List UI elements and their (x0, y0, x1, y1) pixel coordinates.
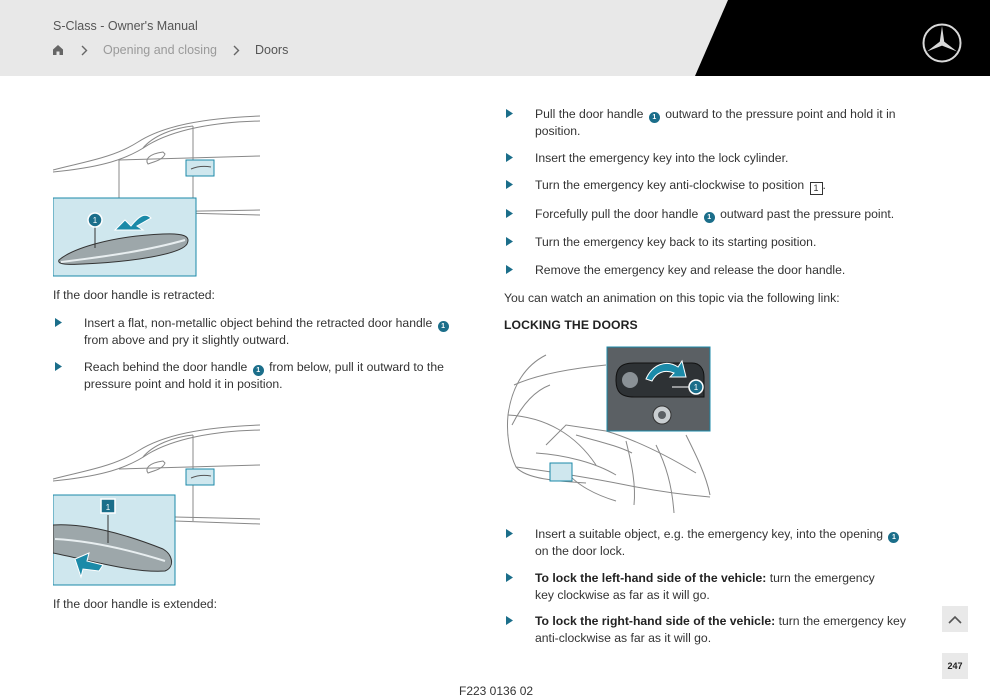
item-badge: 1 (649, 112, 660, 123)
illustration-badge: 1 (693, 383, 699, 392)
step-text: outward past the pressure point. (720, 207, 895, 221)
list-item (506, 234, 906, 251)
step-text: . (822, 178, 826, 192)
breadcrumb-parent-link[interactable]: Opening and closing (103, 43, 217, 57)
step-emphasis: To lock the right-hand side of the vehicle: (535, 614, 776, 628)
bullet-arrow-icon (506, 180, 513, 189)
illustration-badge: 1 (105, 503, 111, 512)
step-text: Insert a suitable object, e.g. the emergency key, into the opening (535, 527, 884, 541)
step-text: Turn the emergency key back to its starting position. (535, 235, 817, 249)
item-badge: 1 (438, 321, 449, 332)
scroll-to-top-button[interactable] (942, 606, 968, 632)
mercedes-star-logo[interactable] (921, 22, 963, 64)
list-item (506, 177, 906, 194)
door-handle-extended-illustration (53, 421, 263, 587)
list-item (506, 613, 916, 647)
bullet-arrow-icon (506, 573, 513, 582)
page-number-icon: 247 (947, 661, 963, 671)
animation-note: You can watch an animation on this topic via the following link: (504, 291, 840, 305)
list-item (506, 526, 916, 560)
step-text: Remove the emergency key and release the door handle. (535, 263, 846, 277)
step-text: turn the emergency key clockwise as far as it will go. (535, 571, 875, 602)
step-text: on the door lock. (535, 544, 626, 558)
breadcrumb (51, 41, 288, 59)
list-item (506, 570, 916, 604)
position-indicator: 1 (810, 182, 823, 195)
step-text: from above and pry it slightly outward. (84, 333, 290, 347)
list-item (55, 315, 475, 349)
list-item (506, 150, 906, 167)
chevron-up-icon (948, 615, 962, 624)
item-badge: 1 (253, 365, 264, 376)
bullet-arrow-icon (506, 209, 513, 218)
breadcrumb-current: Doors (254, 43, 289, 57)
list-item (506, 206, 906, 223)
home-icon[interactable] (51, 43, 65, 57)
bullet-arrow-icon (506, 153, 513, 162)
chevron-right-icon (81, 44, 89, 56)
page-number-button[interactable] (942, 653, 968, 679)
bullet-arrow-icon (55, 318, 62, 327)
caption-retracted: If the door handle is retracted: (53, 288, 215, 302)
app-title: S-Class - Owner's Manual (53, 19, 198, 33)
step-text: Pull the door handle (535, 107, 644, 121)
figure-code: F223 0136 02 (459, 684, 534, 698)
step-text: turn the emergency key anti-clockwise as far as it will go. (535, 614, 906, 645)
list-item (506, 262, 906, 279)
step-text: outward to the pressure point and hold it in position. (535, 107, 896, 138)
list-item (506, 106, 906, 140)
door-lock-illustration (506, 345, 712, 517)
bullet-arrow-icon (506, 265, 513, 274)
step-text: Insert the emergency key into the lock cylinder. (535, 151, 789, 165)
bullet-arrow-icon (55, 362, 62, 371)
section-title-locking: LOCKING THE DOORS (504, 318, 638, 332)
item-badge: 1 (704, 212, 715, 223)
door-handle-retracted-illustration (53, 112, 263, 278)
item-badge: 1 (888, 532, 899, 543)
chevron-right-icon (233, 44, 241, 56)
bullet-arrow-icon (506, 237, 513, 246)
bullet-arrow-icon (506, 109, 513, 118)
step-text: Insert a flat, non-metallic object behind the retracted door handle (84, 316, 433, 330)
list-item (55, 359, 475, 393)
illustration-badge: 1 (92, 216, 98, 225)
bullet-arrow-icon (506, 529, 513, 538)
bullet-arrow-icon (506, 616, 513, 625)
caption-extended: If the door handle is extended: (53, 597, 217, 611)
step-text: Reach behind the door handle (84, 360, 248, 374)
step-emphasis: To lock the left-hand side of the vehicle: (535, 571, 767, 585)
step-text: Forcefully pull the door handle (535, 207, 699, 221)
step-text: Turn the emergency key anti-clockwise to position (535, 178, 805, 192)
step-text: from below, pull it outward to the pressure point and hold it in position. (84, 360, 444, 391)
